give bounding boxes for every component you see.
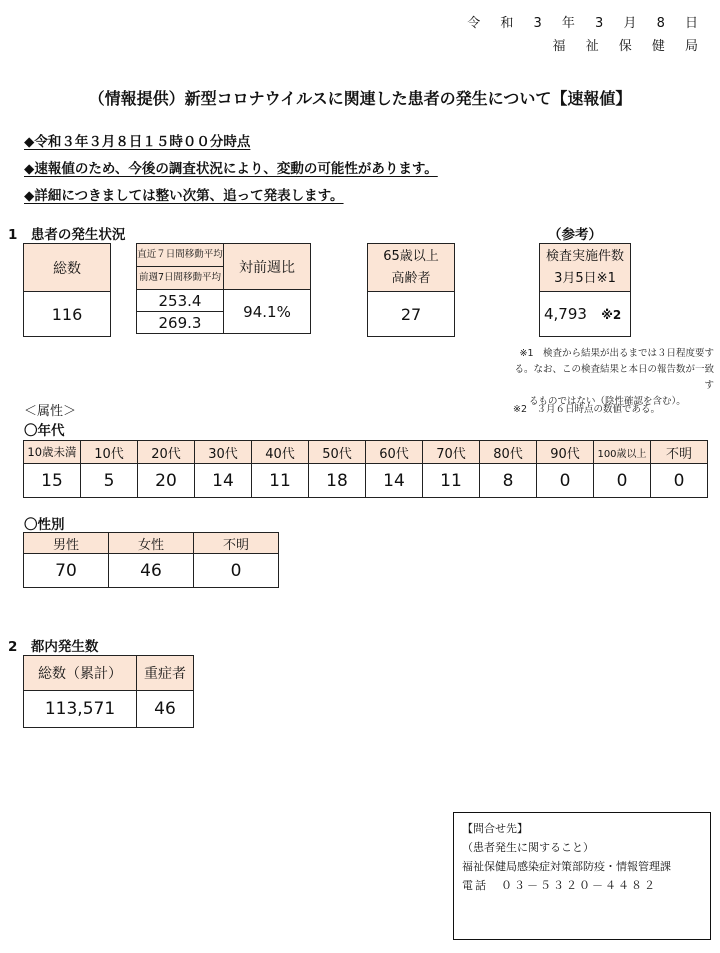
- total-label: 総数: [24, 244, 111, 292]
- tests-label: [540, 244, 631, 292]
- elderly-label-line2: 高齢者: [391, 270, 431, 286]
- age-value: 14: [366, 464, 423, 498]
- age-value: 18: [309, 464, 366, 498]
- age-header: 100歳以上: [594, 441, 651, 464]
- age-value: 20: [138, 464, 195, 498]
- footnote-1-line2: る。なお、この検査結果と本日の報告数が一致す: [514, 364, 714, 391]
- note-preliminary-text: ◆速報値のため、今後の調査状況により、変動の可能性があります。: [24, 161, 438, 177]
- sex-table: [23, 532, 279, 588]
- sex-header-row: [24, 533, 279, 554]
- report-date: 令 和 3 年 3 月 8 日: [467, 16, 706, 31]
- tokyo-total-table: [23, 655, 194, 728]
- age-header: 50代: [309, 441, 366, 464]
- tests-label-line2: 3月5日※1: [554, 270, 616, 286]
- tests-value: 4,793: [544, 305, 587, 323]
- moving-average-table: [136, 243, 311, 334]
- footnote-1-line3: るものではない（陰性確認を含む）。: [529, 396, 686, 407]
- ratio-label: 対前週比: [224, 244, 311, 290]
- severe-label: 重症者: [137, 656, 194, 691]
- age-header: 10代: [81, 441, 138, 464]
- tests-footnote-mark: ※2: [601, 308, 622, 322]
- contact-box: [453, 812, 711, 940]
- age-value: 0: [537, 464, 594, 498]
- severe-value: 46: [137, 691, 194, 728]
- avg-recent-value: 253.4: [137, 290, 224, 312]
- age-value: 11: [252, 464, 309, 498]
- ratio-value: 94.1%: [224, 290, 311, 334]
- contact-department: 福祉保健局感染症対策部防疫・情報管理課: [462, 860, 671, 873]
- avg-recent-label: 直近７日間移動平均: [137, 244, 224, 267]
- cumulative-label: 総数（累計）: [24, 656, 137, 691]
- age-heading: 〇年代: [24, 423, 65, 439]
- age-header: 30代: [195, 441, 252, 464]
- age-value: 5: [81, 464, 138, 498]
- attributes-heading: ＜属性＞: [24, 404, 77, 419]
- age-header: 60代: [366, 441, 423, 464]
- note-details: [24, 184, 344, 204]
- department: 福 祉 保 健 局: [552, 39, 706, 54]
- sex-value-row: [24, 554, 279, 588]
- note-details-text: ◆詳細につきましては整い次第、追って発表します。: [24, 188, 344, 204]
- age-header: 不明: [651, 441, 708, 464]
- elderly-value: 27: [368, 292, 455, 337]
- age-value: 14: [195, 464, 252, 498]
- sex-header: 不明: [194, 533, 279, 554]
- total-table: [23, 243, 111, 337]
- age-value-row: [24, 464, 708, 498]
- section2-heading: 2 都内発生数: [8, 639, 99, 655]
- sex-value: 70: [24, 554, 109, 588]
- note-timestamp-text: ◆令和３年３月８日１５時００分時点: [24, 134, 251, 150]
- avg-prev-label: 前週7日間移動平均: [137, 267, 224, 290]
- sex-header: 男性: [24, 533, 109, 554]
- note-preliminary: [24, 157, 438, 177]
- page-title: （情報提供）新型コロナウイルスに関連した患者の発生について【速報値】: [88, 89, 632, 108]
- total-value: 116: [24, 292, 111, 337]
- cumulative-value: 113,571: [24, 691, 137, 728]
- age-header: 20代: [138, 441, 195, 464]
- note-timestamp: [24, 130, 250, 150]
- age-header: 80代: [480, 441, 537, 464]
- sex-header: 女性: [109, 533, 194, 554]
- age-value: 0: [651, 464, 708, 498]
- age-header: 40代: [252, 441, 309, 464]
- tests-table: [539, 243, 631, 337]
- footnote-1: [509, 346, 714, 410]
- contact-subject: （患者発生に関すること）: [462, 841, 594, 854]
- contact-phone: 電話 ０３－５３２０－４４８２: [462, 879, 657, 892]
- age-value: 15: [24, 464, 81, 498]
- tests-value-cell: [540, 292, 631, 337]
- sex-value: 46: [109, 554, 194, 588]
- age-header: 70代: [423, 441, 480, 464]
- avg-prev-value: 269.3: [137, 312, 224, 334]
- section1-heading: 1 患者の発生状況: [8, 227, 126, 243]
- age-header-row: [24, 441, 708, 464]
- sex-heading: 〇性別: [24, 517, 65, 533]
- elderly-label-line1: 65歳以上: [383, 248, 439, 264]
- elderly-label: [368, 244, 455, 292]
- footnote-2: ※2 ３月６日時点の数値である。: [513, 404, 661, 415]
- footnote-1-line1: ※1 検査から結果が出るまでは３日程度要す: [519, 348, 714, 359]
- reference-heading: （参考）: [548, 227, 602, 243]
- elderly-table: [367, 243, 455, 337]
- sex-value: 0: [194, 554, 279, 588]
- age-value: 8: [480, 464, 537, 498]
- age-header: 90代: [537, 441, 594, 464]
- age-header: 10歳未満: [24, 441, 81, 464]
- tests-label-line1: 検査実施件数: [545, 248, 624, 264]
- age-table: [23, 440, 708, 498]
- age-value: 0: [594, 464, 651, 498]
- contact-heading: 【問合せ先】: [462, 822, 528, 835]
- age-value: 11: [423, 464, 480, 498]
